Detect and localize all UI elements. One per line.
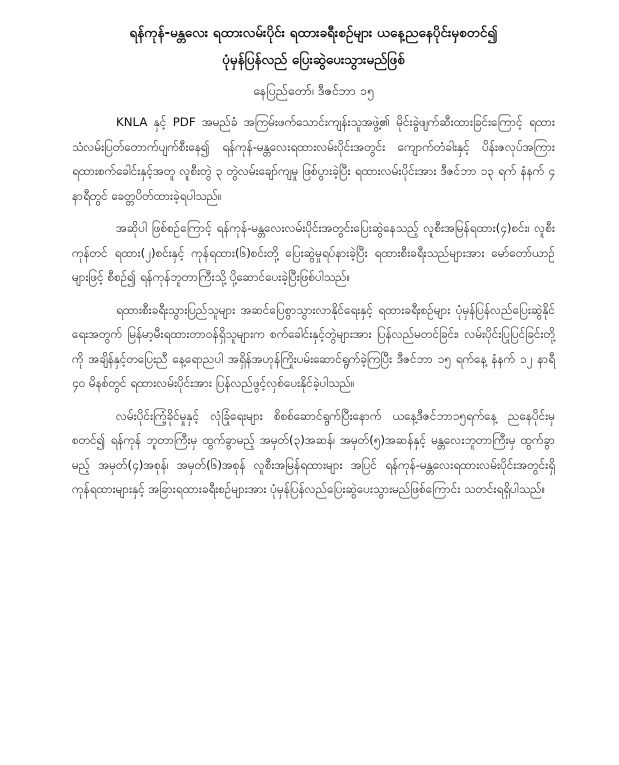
headline-line-1: ရန်ကုန်-မန္တလေး ရထားလမ်းပိုင်း ရထားခရီးစဉ်များ ယနေ့ညနေပိုင်းမှစတင်၍ xyxy=(129,25,498,41)
body-paragraph: ရထားစီးခရီးသွားပြည်သူများ အဆင်ပြေစွာသွားလာနိုင်ရေးနှင့် ရထားခရီးစဉ်များ ပုံမှန်ပြန်လည်ပြေးဆွဲနိုင်ရေးအတွက် မြန်မာ့မီးရထားတာဝန်ရှိသူများက စက်ခေါင်းနှင့်တွဲများအား ပြန်လည်မတင်ခြင်း၊ လမ်းပိုင်းပြုပြင်ခြင်းတို့ကို အချိန်နှင့်တပြေးညီ နေ့ရောညပါ အရှိန်အဟုန်ကြိုးပမ်းဆောင်ရွက်ခဲ့ကြပြီး ဒီဇင်ဘာ ၁၅ ရက်နေ့ နံနက် ၁၂ နာရီ ၄၀ မိနစ်တွင် ရထားလမ်းပိုင်းအား ပြန်လည်ဖွင့်လှစ်ပေးနိုင်ခဲ့ပါသည်။ xyxy=(72,302,555,390)
body-paragraph: အဆိုပါ ဖြစ်စဉ်ကြောင့် ရန်ကုန်-မန္တလေးလမ်းပိုင်းအတွင်းပြေးဆွဲနေသည့် လူစီးအမြန်ရထား(၄)စင်း၊ လူစီးကုန်တင် ရထား(၂)စင်းနှင့် ကုန်ရထား(၆)စင်းတို့ ပြေးဆွဲမှုရပ်နားခဲ့ပြီး ရထားစီးခရီးသည်များအား မော်တော်ယာဉ်များဖြင့် စီစဉ်၍ ရန်ကုန်ဘူတာကြီးသို့ ပို့ဆောင်ပေးခဲ့ပြီးဖြစ်ပါသည်။ xyxy=(72,221,555,284)
body-paragraph: KNLA နှင့် PDF အမည်ခံ အကြမ်းဖက်သောင်းကျန်းသူအဖွဲ့၏ မိုင်းခွဲဖျက်ဆီးထားခြင်းကြောင့် ရထားသံလမ်းပြတ်တောက်ပျက်စီးနေ၍ ရန်ကုန်-မန္တလေးရထားလမ်းပိုင်းအတွင်း ကျောက်တံခါးနှင့် ပိန်းဇလုပ်အကြား ရထားစက်ခေါင်းနှင့်အတူ လူစီးတွဲ ၃ တွဲလမ်းချော်ကျမှု ဖြစ်ပွားခဲ့ပြီး ရထားလမ်းပိုင်းအား ဒီဇင်ဘာ ၁၃ ရက် နံနက် ၄ နာရီတွင် ခေတ္တပိတ်ထားခဲ့ရပါသည်။ xyxy=(72,115,555,203)
body-paragraph: လမ်းပိုင်းကြံ့ခိုင်မှုနှင့် လုံခြုံရေးများ စိစစ်ဆောင်ရွက်ပြီးနောက် ယနေ့ဒီဇင်ဘာ၁၅ရက်နေ့ ညနေပိုင်းမှစတင်၍ ရန်ကုန် ဘူတာကြီးမှ ထွက်ခွာမည့် အမှတ်(၃)အဆန်၊ အမှတ်(၅)အဆန်နှင့် မန္တလေးဘူတာကြီးမှ ထွက်ခွာမည့် အမှတ်(၄)အစုန်၊ အမှတ်(၆)အစုန် လူစီးအမြန်ရထားများ အပြင် ရန်ကုန်-မန္တလေးရထားလမ်းပိုင်းအတွင်းရှိ ကုန်ရထားများနှင့် အခြားရထားခရီးစဉ်များအား ပုံမှန်ပြန်လည်ပြေးဆွဲပေးသွားမည်ဖြစ်ကြောင်း သတင်းရရှိပါသည်။ xyxy=(72,408,555,496)
headline-line-2: ပုံမှန်ပြန်လည် ပြေးဆွဲပေးသွားမည်ဖြစ် xyxy=(222,52,405,68)
dateline: နေပြည်တော်၊ ဒီဇင်ဘာ ၁၅ xyxy=(253,83,374,98)
